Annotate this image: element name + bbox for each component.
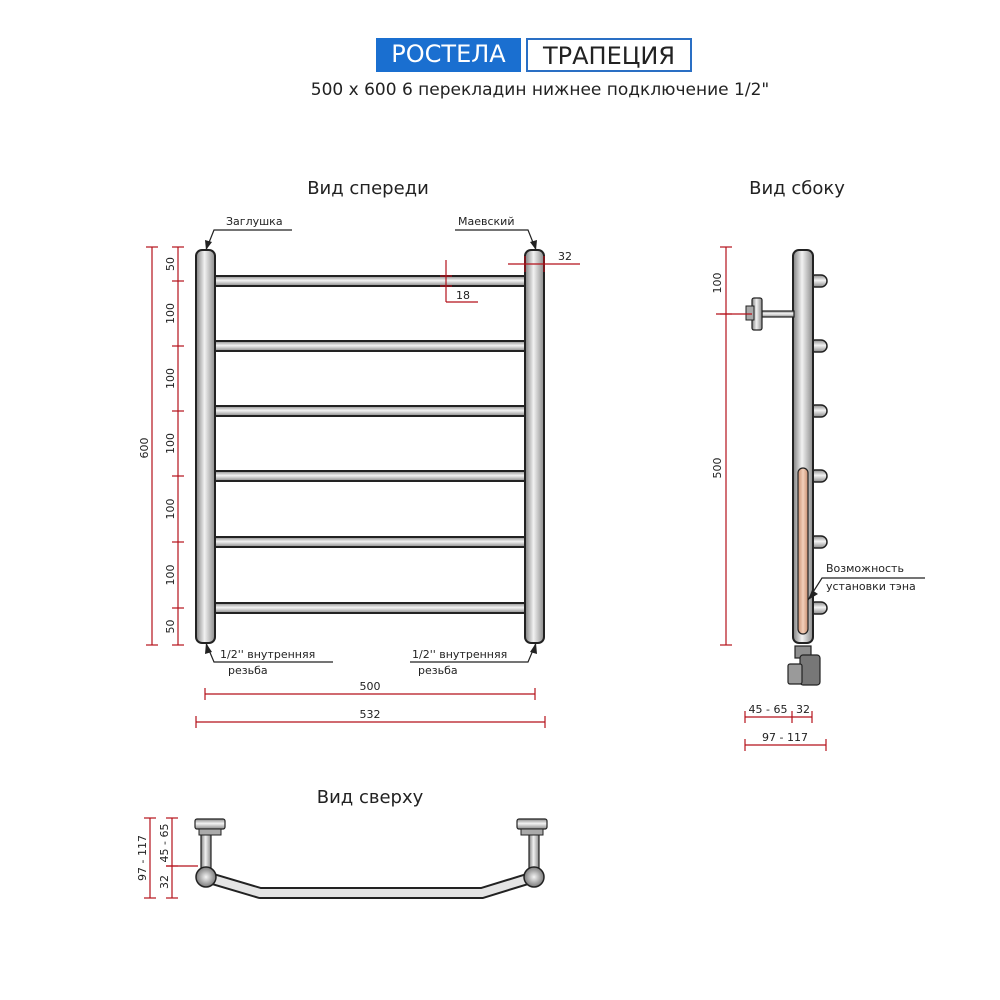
side-dim-top-value: 100	[711, 272, 724, 294]
pipe-diameter-value: 32	[558, 250, 572, 263]
left-vertical-pipe	[196, 250, 215, 643]
heater-leader	[808, 562, 925, 600]
thread-label-right-line2: резьба	[418, 664, 458, 677]
top-view-title: Вид сверху	[316, 787, 424, 808]
front-view-title: Вид спереди	[307, 178, 429, 199]
front-rung	[210, 471, 530, 481]
front-view	[138, 215, 580, 728]
thread-label-left-line2: резьба	[228, 664, 268, 677]
valve-leader	[455, 215, 537, 250]
side-wall-bracket	[746, 298, 794, 330]
side-view-title: Вид сбоку	[749, 178, 845, 199]
side-dim-main-value: 500	[711, 457, 724, 479]
top-view	[136, 818, 547, 898]
height-segment-value: 50	[164, 257, 177, 271]
height-segment-value: 100	[164, 564, 177, 586]
width-outer-value: 532	[359, 708, 381, 721]
top-dim-total-value: 97 - 117	[136, 835, 149, 881]
top-right-bracket	[517, 819, 547, 874]
thread-label-right-line1: 1/2'' внутренняя	[412, 648, 508, 661]
height-total-value: 600	[138, 437, 151, 459]
front-rung	[210, 341, 530, 351]
front-rung	[210, 603, 530, 613]
height-segment-value: 100	[164, 498, 177, 520]
valve-label: Маевский	[458, 215, 515, 228]
plug-leader	[205, 215, 292, 250]
side-dim-offset-value: 45 - 65	[748, 703, 788, 716]
model-name: ТРАПЕЦИЯ	[526, 38, 692, 72]
height-segment-value: 100	[164, 368, 177, 389]
right-vertical-pipe	[525, 250, 544, 643]
thread-leader-right	[410, 643, 537, 677]
top-dim-pipe-value: 32	[158, 875, 171, 889]
side-dim-total-value: 97 - 117	[762, 731, 808, 744]
top-dim-offset-value: 45 - 65	[158, 823, 171, 863]
top-rung-fill	[206, 877, 534, 893]
thread-label-left-line1: 1/2'' внутренняя	[220, 648, 316, 661]
heater-element	[798, 468, 808, 634]
front-rung	[210, 537, 530, 547]
thread-leader-left	[205, 643, 333, 677]
height-segment-value: 100	[164, 433, 177, 454]
top-left-bracket	[195, 819, 225, 874]
product-subtitle: 500 x 600 6 перекладин нижнее подключение 1/2"	[310, 80, 770, 100]
plug-label: Заглушка	[226, 215, 283, 228]
side-dim-pipe-value: 32	[796, 703, 810, 716]
height-segment-value: 50	[164, 619, 177, 634]
heater-label-line1: Возможность	[826, 562, 904, 575]
top-right-pipe-section	[524, 867, 544, 887]
height-segment-dimensions	[164, 247, 184, 645]
heater-head	[788, 646, 820, 685]
heater-label-line2: установки тэна	[826, 580, 916, 593]
top-depth-dimensions	[144, 818, 198, 898]
width-inner-value: 500	[359, 680, 381, 693]
height-segment-value: 100	[164, 303, 177, 324]
front-rungs	[210, 276, 530, 613]
rung-diameter-value: 18	[456, 289, 470, 302]
front-rung	[210, 276, 530, 286]
top-left-pipe-section	[196, 867, 216, 887]
side-view	[711, 247, 925, 751]
brand-logo: РОСТЕЛА	[376, 38, 521, 72]
front-rung	[210, 406, 530, 416]
